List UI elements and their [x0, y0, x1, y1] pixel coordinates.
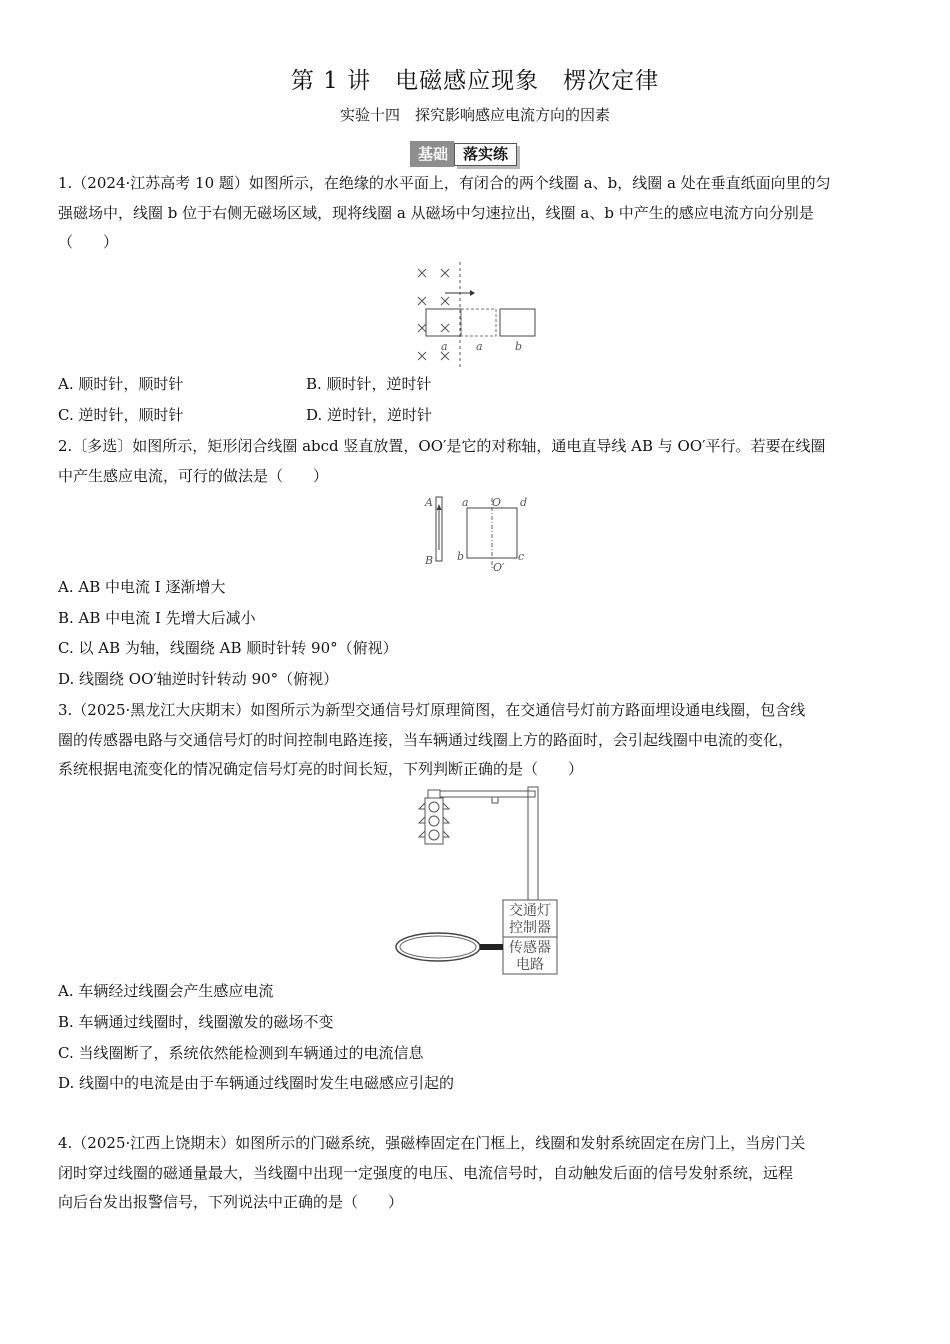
- red-light-icon: [429, 802, 439, 812]
- badge-practice-label: 落实练: [454, 143, 517, 166]
- q2-option-d[interactable]: D. 线圈绕 OO′轴逆时针转动 90°（俯视）: [58, 670, 339, 688]
- axis-top-o: O: [492, 496, 502, 509]
- q1-option-b[interactable]: B. 顺时针，逆时针: [306, 375, 432, 393]
- q2-figure-coil-wire: [420, 492, 540, 574]
- badge-basic-label: 基础: [410, 141, 454, 167]
- rectangular-coil-abcd: [467, 508, 517, 558]
- signal-pole: [528, 787, 538, 900]
- q4-stem-line-2: 闭时穿过线圈的磁通量最大，当线圈中出现一定强度的电压、电流信号时，自动触发后面的信号发射系统，远程: [58, 1164, 794, 1182]
- corner-a: a: [462, 496, 469, 509]
- q1-option-c[interactable]: C. 逆时针，顺时针: [58, 406, 184, 424]
- sensor-label-1: 传感器: [509, 940, 551, 956]
- q1-stem-line-3: （ ）: [58, 233, 119, 251]
- experiment-subtitle: 实验十四 探究影响感应电流方向的因素: [339, 106, 610, 124]
- q1-figure-coils: [410, 262, 550, 372]
- right-visors: [443, 803, 449, 837]
- q2-stem-line-2: 中产生感应电流，可行的做法是（ ）: [58, 467, 329, 485]
- q3-stem-line-1: 3.（2025·黑龙江大庆期末）如图所示为新型交通信号灯原理简图，在交通信号灯前方路面埋设通电线圈，包含线: [58, 701, 806, 719]
- q3-option-d[interactable]: D. 线圈中的电流是由于车辆通过线圈时发生电磁感应引起的: [58, 1074, 455, 1092]
- road-coil-loop-inner: [400, 936, 476, 958]
- label-a2: a: [476, 340, 483, 353]
- current-arrowhead: [437, 504, 442, 510]
- light-mount: [428, 790, 440, 798]
- q3-option-c[interactable]: C. 当线圈断了，系统依然能检测到车辆通过的电流信息: [58, 1044, 424, 1062]
- q4-stem-line-3: 向后台发出报警信号，下列说法中正确的是（ ）: [58, 1193, 404, 1211]
- wire-end-b: B: [425, 554, 434, 567]
- q3-stem-line-2: 圈的传感器电路与交通信号灯的时间控制电路连接，当车辆通过线圈上方的路面时，会引起线圈中电流的变化，: [58, 731, 794, 749]
- corner-b: b: [457, 550, 465, 563]
- q1-option-d[interactable]: D. 逆时针，逆时针: [306, 406, 433, 424]
- lecture-title: 第 1 讲 电磁感应现象 楞次定律: [290, 68, 660, 94]
- q2-option-b[interactable]: B. AB 中电流 I 先增大后减小: [58, 609, 256, 627]
- controller-label-2: 控制器: [509, 920, 551, 936]
- coil-b: [500, 309, 535, 336]
- label-b: b: [515, 340, 523, 353]
- axis-bottom-o: O′: [493, 561, 505, 574]
- signal-arm: [440, 791, 535, 797]
- controller-label-1: 交通灯: [509, 903, 551, 919]
- green-light-icon: [429, 830, 439, 840]
- arm-bracket: [492, 797, 498, 803]
- coil-a: [426, 309, 461, 336]
- q2-stem-line-1: 2.〔多选〕如图所示，矩形闭合线圈 abcd 竖直放置，OO′是它的对称轴，通电直导线 AB 与 OO′平行。若要在线圈: [58, 437, 826, 455]
- q4-stem-line-1: 4.（2025·江西上饶期末）如图所示的门磁系统，强磁棒固定在门框上，线圈和发射系统固定在房门上，当房门关: [58, 1134, 806, 1152]
- q3-option-a[interactable]: A. 车辆经过线圈会产生感应电流: [58, 982, 274, 1000]
- q1-stem-line-2: 强磁场中，线圈 b 位于右侧无磁场区域，现将线圈 a 从磁场中匀速拉出，线圈 a、b 中产生的感应电流方向分别是: [58, 204, 814, 222]
- q3-option-b[interactable]: B. 车辆通过线圈时，线圈激发的磁场不变: [58, 1013, 334, 1031]
- section-badge: [410, 141, 517, 167]
- q2-option-c[interactable]: C. 以 AB 为轴，线圈绕 AB 顺时针转 90°（俯视）: [58, 639, 398, 657]
- sensor-label-2: 电路: [516, 957, 544, 973]
- q3-stem-line-3: 系统根据电流变化的情况确定信号灯亮的时间长短，下列判断正确的是（ ）: [58, 760, 584, 778]
- q1-option-a[interactable]: A. 顺时针，顺时针: [58, 375, 184, 393]
- q3-figure-traffic-light: [392, 785, 567, 980]
- q2-option-a[interactable]: A. AB 中电流 I 逐渐增大: [58, 578, 226, 596]
- corner-d: d: [520, 496, 528, 509]
- corner-c: c: [518, 550, 525, 563]
- coil-cable: [480, 944, 503, 950]
- velocity-arrowhead: [470, 290, 475, 296]
- label-a1: a: [441, 340, 448, 353]
- left-visors: [419, 803, 425, 837]
- q1-stem-line-1: 1.（2024·江苏高考 10 题）如图所示，在绝缘的水平面上，有闭合的两个线圈 a、b，线圈 a 处在垂直纸面向里的匀: [58, 174, 831, 192]
- coil-a-moved-outline: [461, 309, 496, 336]
- traffic-light-housing: [425, 798, 443, 844]
- yellow-light-icon: [429, 816, 439, 826]
- wire-end-a: A: [425, 496, 433, 509]
- road-coil-loop-outer: [396, 933, 480, 961]
